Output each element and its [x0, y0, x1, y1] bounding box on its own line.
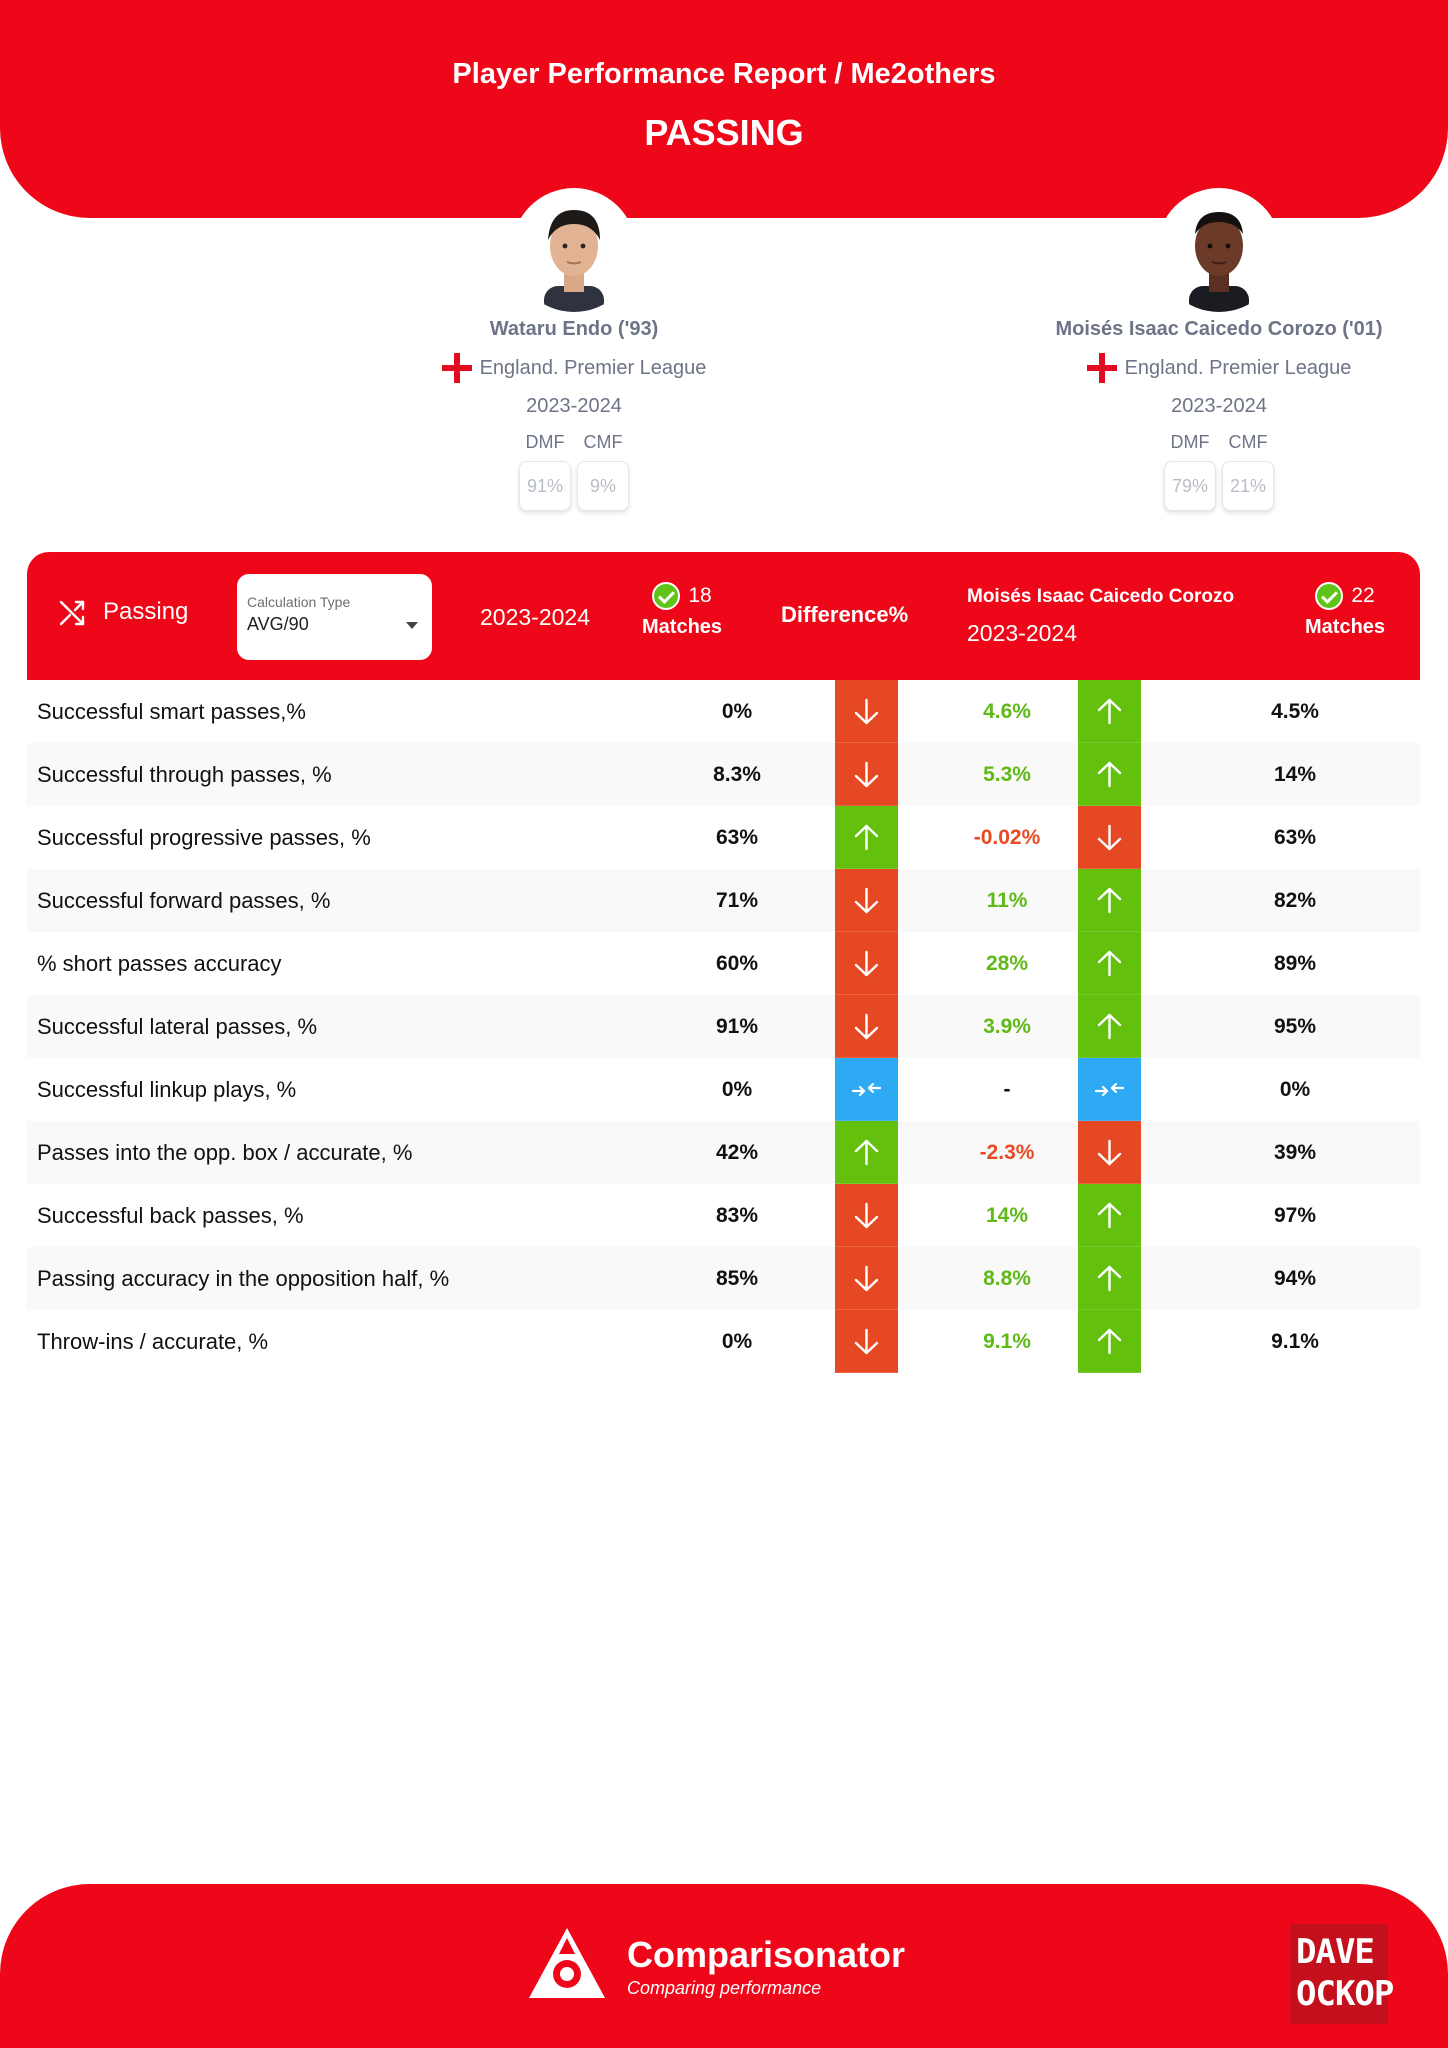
player-1-indicator [835, 1184, 898, 1247]
difference-value: 4.6% [983, 700, 1031, 723]
player-1-indicator [835, 1121, 898, 1184]
difference-value: 9.1% [983, 1330, 1031, 1353]
metric-label: Successful linkup plays, % [37, 1077, 297, 1102]
metric-label: % short passes accuracy [37, 951, 282, 976]
player-2-value: 63% [1273, 826, 1317, 849]
metric-label: Successful smart passes,% [37, 699, 306, 724]
position-label: DMF [525, 432, 565, 452]
player-1-indicator [835, 743, 898, 806]
matches-count: 22 [1351, 584, 1375, 607]
player-1-value: 60% [715, 952, 759, 975]
table-row [27, 1184, 1420, 1247]
player-2-name: Moisés Isaac Caicedo Corozo ('01) [1055, 318, 1383, 340]
player-2-league: England. Premier League [1124, 356, 1352, 379]
player-1-value: 91% [715, 1015, 759, 1038]
difference-value: 14% [985, 1204, 1029, 1227]
player-2-season: 2023-2024 [1171, 395, 1267, 417]
player-1-value: 0% [721, 1078, 753, 1101]
check-circle-icon [652, 582, 680, 610]
player-2-indicator [1078, 932, 1141, 995]
player-2-value: 4.5% [1271, 700, 1319, 723]
player-1-position-dmf [519, 432, 571, 511]
difference-value: 8.8% [983, 1267, 1031, 1290]
player-1-value: 71% [715, 889, 759, 912]
player-2-value: 0% [1279, 1078, 1311, 1101]
player-1-indicator [835, 806, 898, 869]
metric-label: Passing accuracy in the opposition half, % [37, 1266, 450, 1291]
player-2-value: 39% [1273, 1141, 1317, 1164]
table-row [27, 869, 1420, 932]
player-2-indicator [1078, 1247, 1141, 1310]
calculation-type-value: AVG/90 [247, 614, 309, 634]
player-2-indicator [1078, 1310, 1141, 1373]
table-row [27, 1121, 1420, 1184]
player-2-indicator [1078, 995, 1141, 1058]
caret-down-icon [406, 622, 418, 629]
brand-name: Comparisonator [627, 1933, 906, 1975]
position-percentage: 9% [577, 461, 629, 511]
metric-label: Successful back passes, % [37, 1203, 304, 1228]
player-2-indicator [1078, 743, 1141, 806]
shuffle-icon [57, 596, 89, 628]
check-circle-icon [1315, 582, 1343, 610]
player-2-value: 9.1% [1271, 1330, 1319, 1353]
table-row [27, 743, 1420, 806]
partner-logo [1290, 1924, 1394, 2024]
comparisonator-logo-icon [525, 1924, 609, 2008]
player-card-1 [374, 188, 774, 511]
player-2-value: 89% [1273, 952, 1317, 975]
player-2-indicator [1078, 806, 1141, 869]
difference-value: 5.3% [983, 763, 1031, 786]
position-percentage: 21% [1222, 461, 1274, 511]
player-1-value: 85% [715, 1267, 759, 1290]
player-2-indicator [1078, 1184, 1141, 1247]
player-card-2 [1019, 188, 1419, 511]
matches-label: Matches [1305, 616, 1386, 638]
player-2-value: 82% [1273, 889, 1317, 912]
tab-label: Passing [103, 598, 189, 625]
player-2-value: 14% [1273, 763, 1317, 786]
player-1-league-row [374, 353, 774, 383]
position-label: DMF [1170, 432, 1210, 452]
player-2-indicator [1078, 680, 1141, 743]
player-1-indicator [835, 1247, 898, 1310]
metric-label: Throw-ins / accurate, % [37, 1329, 269, 1354]
player-1-name: Wataru Endo ('93) [489, 318, 659, 340]
metric-label: Passes into the opp. box / accurate, % [37, 1140, 413, 1165]
player-1-header-season: 2023-2024 [480, 604, 590, 630]
footer-banner [0, 1884, 1448, 2048]
player-2-position-cmf [1222, 432, 1274, 511]
metric-label: Successful progressive passes, % [37, 825, 371, 850]
comparison-table-header [27, 552, 1420, 680]
player-1-value: 0% [721, 700, 753, 723]
partner-logo-line-2: OCKOP [1296, 1974, 1394, 2014]
player-1-indicator [835, 932, 898, 995]
player-1-value: 63% [715, 826, 759, 849]
difference-value: -2.3% [979, 1141, 1035, 1164]
player-1-indicator [835, 869, 898, 932]
player-2-league-row [1019, 353, 1419, 383]
player-2-indicator [1078, 1058, 1141, 1121]
position-percentage: 79% [1164, 461, 1216, 511]
player-2-avatar [1157, 188, 1281, 312]
difference-value: - [1003, 1078, 1011, 1101]
matches-label: Matches [642, 616, 723, 638]
player-1-indicator [835, 1310, 898, 1373]
top-banner [0, 0, 1448, 218]
section-title: PASSING [644, 112, 804, 153]
player-1-positions [374, 432, 774, 511]
position-label: CMF [583, 432, 623, 452]
player-1-value: 83% [715, 1204, 759, 1227]
difference-value: 11% [986, 889, 1028, 912]
england-flag-icon [442, 353, 472, 383]
position-label: CMF [1228, 432, 1268, 452]
player-2-indicator [1078, 869, 1141, 932]
player-1-value: 42% [715, 1141, 759, 1164]
player-2-value: 95% [1273, 1015, 1317, 1038]
table-row [27, 1247, 1420, 1310]
player-1-value: 0% [721, 1330, 753, 1353]
matches-count: 18 [688, 584, 712, 607]
brand [525, 1924, 905, 2008]
player-1-value: 8.3% [713, 763, 761, 786]
calculation-type-select[interactable] [237, 574, 432, 660]
brand-tagline: Comparing performance [627, 1977, 822, 1998]
table-row [27, 806, 1420, 869]
difference-value: 3.9% [983, 1015, 1031, 1038]
player-2-value: 97% [1273, 1204, 1317, 1227]
player-2-positions [1019, 432, 1419, 511]
calculation-type-label: Calculation Type [247, 594, 351, 610]
player-1-season: 2023-2024 [526, 395, 622, 417]
england-flag-icon [1087, 353, 1117, 383]
player-2-value: 94% [1273, 1267, 1317, 1290]
metric-label: Successful lateral passes, % [37, 1014, 318, 1039]
player-2-header-name: Moisés Isaac Caicedo Corozo [967, 586, 1235, 607]
position-percentage: 91% [519, 461, 571, 511]
partner-logo-line-1: DAVE [1296, 1932, 1374, 1972]
table-row [27, 1058, 1420, 1121]
report-title: Player Performance Report / Me2others [452, 58, 996, 90]
metric-label: Successful through passes, % [37, 762, 332, 787]
player-1-indicator [835, 1058, 898, 1121]
player-2-position-dmf [1164, 432, 1216, 511]
player-1-indicator [835, 680, 898, 743]
player-2-matches [1305, 582, 1385, 639]
difference-value: -0.02% [973, 826, 1041, 849]
player-2-indicator [1078, 1121, 1141, 1184]
difference-header: Difference% [781, 602, 909, 627]
passing-tab[interactable] [57, 596, 188, 628]
table-row [27, 1310, 1420, 1373]
player-1-position-cmf [577, 432, 629, 511]
player-1-indicator [835, 995, 898, 1058]
player-1-matches [642, 582, 722, 639]
comparison-table-body [27, 680, 1420, 1373]
table-row [27, 932, 1420, 995]
table-row [27, 995, 1420, 1058]
difference-value: 28% [985, 952, 1029, 975]
player-1-league: England. Premier League [479, 356, 707, 379]
player-2-header-season: 2023-2024 [967, 620, 1077, 646]
table-row [27, 680, 1420, 743]
player-1-avatar [512, 188, 636, 312]
metric-label: Successful forward passes, % [37, 888, 331, 913]
